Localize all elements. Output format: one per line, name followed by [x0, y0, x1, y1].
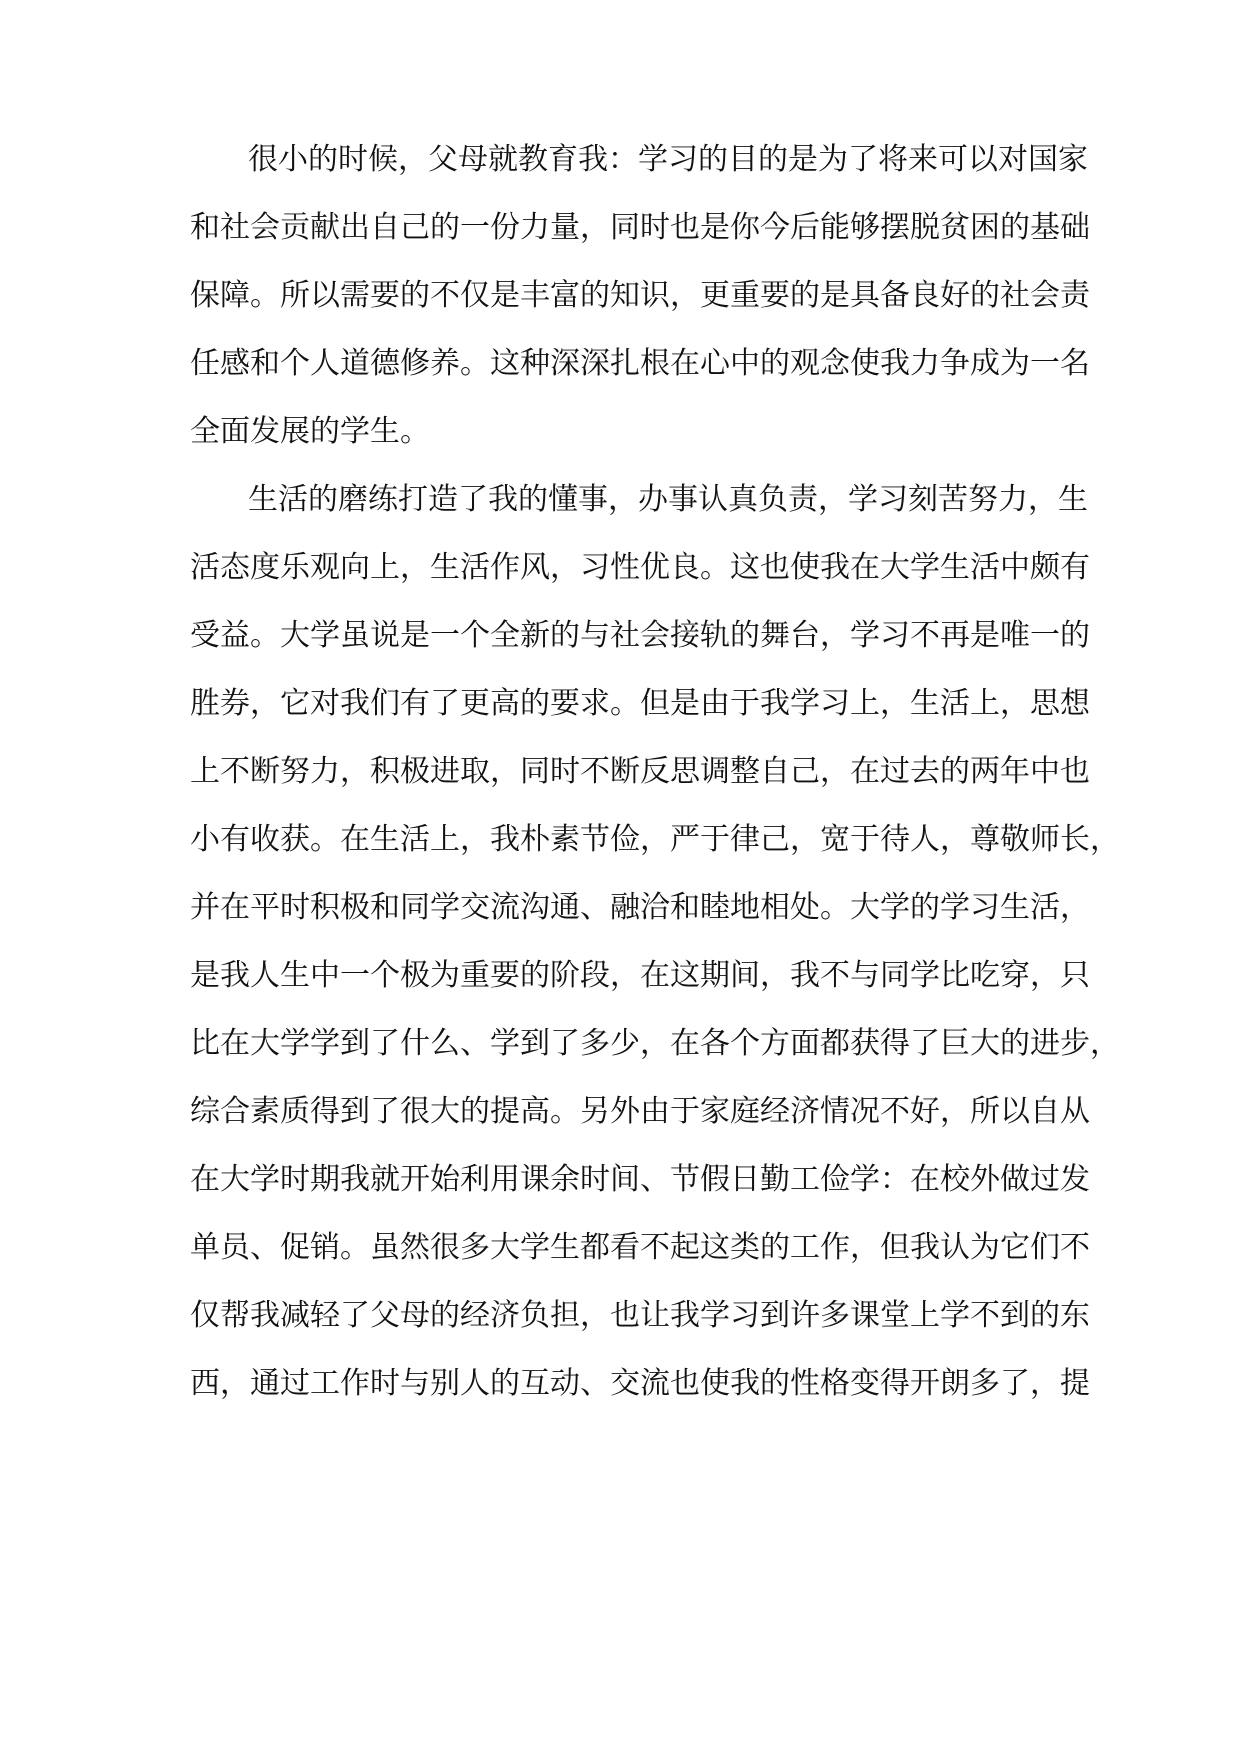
paragraph-1-line-2: 和社会贡献出自己的一份力量，同时也是你今后能够摆脱贫困的基础 — [190, 210, 1090, 245]
paragraph-1-line-4: 任感和个人道德修养。这种深深扎根在心中的观念使我力争成为一名 — [190, 346, 1090, 381]
paragraph-2-line-6: 小有收获。在生活上，我朴素节俭，严于律己，宽于待人，尊敬师长， — [190, 822, 1120, 857]
paragraph-2-line-5: 上不断努力，积极进取，同时不断反思调整自己，在过去的两年中也 — [190, 754, 1090, 789]
paragraph-2-line-1: 生活的磨练打造了我的懂事，办事认真负责，学习刻苦努力，生 — [248, 482, 1088, 517]
paragraph-2-line-3: 受益。大学虽说是一个全新的与社会接轨的舞台，学习不再是唯一的 — [190, 618, 1090, 653]
paragraph-2-line-13: 仅帮我减轻了父母的经济负担，也让我学习到许多课堂上学不到的东 — [190, 1298, 1090, 1333]
paragraph-1-line-5: 全面发展的学生。 — [190, 414, 430, 449]
paragraph-2-line-2: 活态度乐观向上，生活作风，习性优良。这也使我在大学生活中颇有 — [190, 550, 1090, 585]
paragraph-2-line-8: 是我人生中一个极为重要的阶段，在这期间，我不与同学比吃穿，只 — [190, 958, 1090, 993]
paragraph-2-line-11: 在大学时期我就开始利用课余时间、节假日勤工俭学：在校外做过发 — [190, 1162, 1090, 1197]
paragraph-1-line-3: 保障。所以需要的不仅是丰富的知识，更重要的是具备良好的社会责 — [190, 278, 1090, 313]
paragraph-1-line-1: 很小的时候，父母就教育我：学习的目的是为了将来可以对国家 — [248, 142, 1088, 177]
paragraph-2-line-4: 胜券，它对我们有了更高的要求。但是由于我学习上，生活上，思想 — [190, 686, 1090, 721]
paragraph-2-line-7: 并在平时积极和同学交流沟通、融洽和睦地相处。大学的学习生活， — [190, 890, 1090, 925]
paragraph-2-line-14: 西，通过工作时与别人的互动、交流也使我的性格变得开朗多了，提 — [190, 1366, 1090, 1401]
paragraph-2-line-9: 比在大学学到了什么、学到了多少，在各个方面都获得了巨大的进步， — [190, 1026, 1120, 1061]
paragraph-2-line-12: 单员、促销。虽然很多大学生都看不起这类的工作，但我认为它们不 — [190, 1230, 1090, 1265]
paragraph-2-line-10: 综合素质得到了很大的提高。另外由于家庭经济情况不好，所以自从 — [190, 1094, 1090, 1129]
